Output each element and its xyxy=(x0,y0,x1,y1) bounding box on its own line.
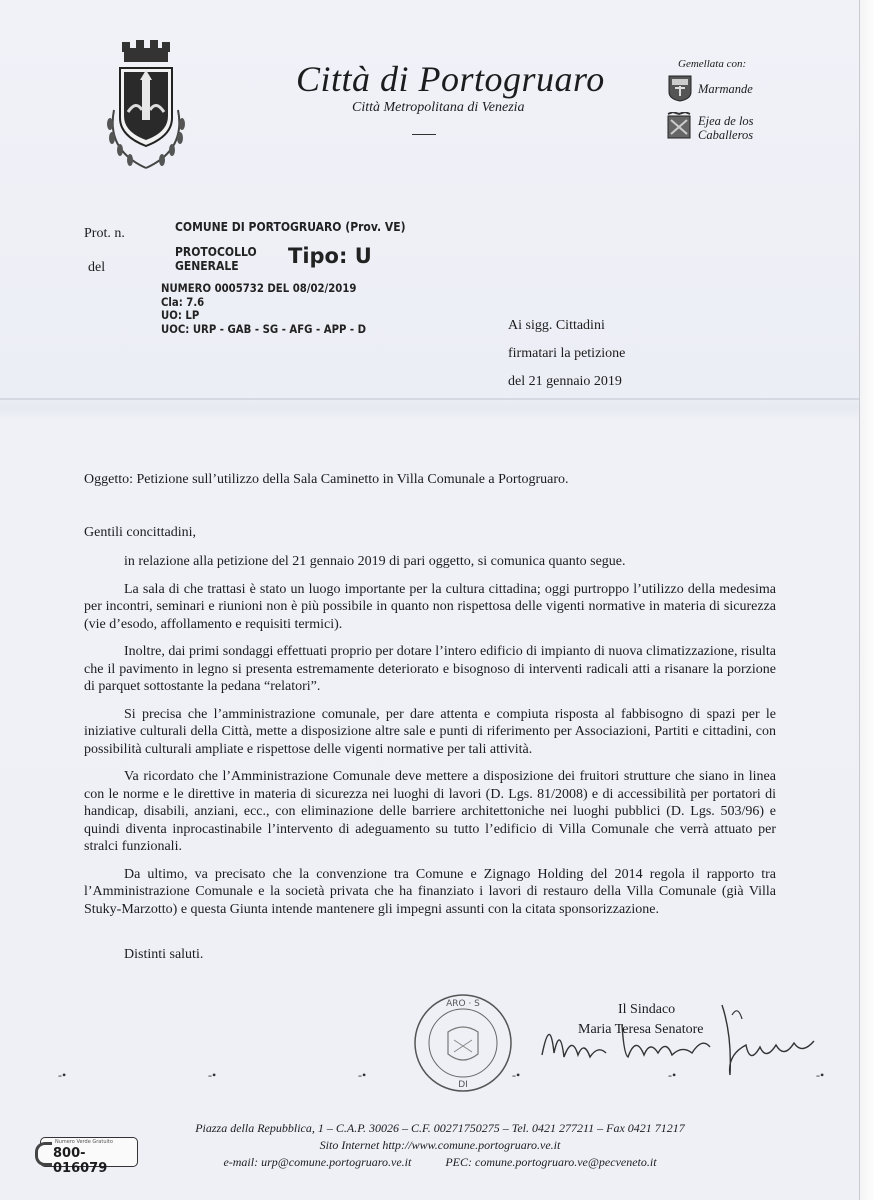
body-paragraph: Va ricordato che l’Amministrazione Comunale deve mettere a disposizione dei fruitori strutture che siano in linea con le norme e le direttive in materia di sicurezza nei luoghi di lavori (D. Lgs. 81/2008) e di accessibilità per portatori di handicap, disabili, anziani, ecc., con eliminazione delle barriere architettoniche nei luoghi pubblici (D. Lgs. 503/96) e quindi diventa inprocastinabile l’intervento di adeguamento su tutto l’edificio di Villa Comunale che verrà attuato per stralci funzionali. xyxy=(84,769,776,854)
stamp-tipo: Tipo: U xyxy=(288,244,372,268)
body-paragraph: Da ultimo, va precisato che la convenzione tra Comune e Zignago Holding del 2014 regola il rapporto tra l’Amministrazione Comunale e la società privata che ha finanziato i lavori di restauro della Villa Comunale (già Villa Stuky-Marzotto) e questa Giunta intende mantenere gli impegni assunti con la citata sponsorizzazione. xyxy=(84,866,776,917)
recipient-block xyxy=(508,312,625,396)
letter-footer xyxy=(120,1120,760,1171)
body-paragraph: in relazione alla petizione del 21 gennaio 2019 di pari oggetto, si comunica quanto segue. xyxy=(124,554,626,569)
body-paragraph: Si precisa che l’amministrazione comunale, per dare attenta e compiuta risposta al fabbisogno di spazi per le iniziative culturali della Città, mette a disposizione altre sale e punti di riferimento per Associazioni, Partiti e cittadini, con possibilità culturali ampliate e rispettose delle vigenti normative per tali attività. xyxy=(84,706,776,757)
letter-closing: Distinti saluti. xyxy=(124,947,204,962)
stamp-uoc: UOC: URP - GAB - SG - AFG - APP - D xyxy=(161,321,367,336)
stamp-details xyxy=(161,282,366,336)
signatory-role: Il Sindaco xyxy=(618,1002,676,1017)
svg-text:ARO · S: ARO · S xyxy=(446,999,480,1009)
municipal-seal-stamp xyxy=(412,992,514,1094)
body-paragraph: Inoltre, dai primi sondaggi effettuati proprio per dotare l’intero edificio di impianto di nuova climatizzazione, risulta che il pavimento in legno si presenta estremamente deteriorato e bisognoso di interventi radicali atti a risanare la porzione di parquet sottostante la pedana “relatori”. xyxy=(84,644,776,694)
badge-caption: Numero Verde Gratuito xyxy=(55,1139,113,1145)
stamp-uo: UO: LP xyxy=(161,308,200,322)
fold-mark: -• xyxy=(208,1068,217,1082)
footer-email: e-mail: urp@comune.portogruaro.ve.it xyxy=(223,1155,412,1169)
fold-mark: -• xyxy=(668,1068,677,1082)
stamp-cla: Cla: 7.6 xyxy=(161,294,205,309)
toll-free-number-badge xyxy=(40,1137,138,1176)
twinned-label: Gemellata con: xyxy=(678,58,747,70)
ejea-crest-icon xyxy=(665,112,693,144)
handwritten-signature xyxy=(532,995,825,1085)
phone-handset-icon xyxy=(35,1142,52,1166)
stamp-comune: COMUNE DI PORTOGRUARO (Prov. VE) xyxy=(175,220,406,234)
paper-fold xyxy=(0,398,874,400)
letter-body xyxy=(84,553,776,928)
protocol-date-label: del xyxy=(88,260,106,275)
city-subtitle: Città Metropolitana di Venezia xyxy=(352,100,525,115)
recipient-line: firmatari la petizione xyxy=(508,346,626,361)
stamp-protocollo: PROTOCOLLO GENERALE xyxy=(175,245,257,273)
footer-address: Piazza della Repubblica, 1 – C.A.P. 30026 – C.F. 00271750275 – Tel. 0421 277211 – Fax 0421 71217 xyxy=(195,1121,685,1135)
fold-mark: -• xyxy=(816,1068,825,1082)
city-title: Città di Portogruaro xyxy=(296,59,605,99)
fold-mark: -• xyxy=(58,1068,67,1082)
letter-subject: Oggetto: Petizione sull’utilizzo della Sala Caminetto in Villa Comunale a Portogruaro. xyxy=(84,472,569,487)
twin-city-marmande: Marmande xyxy=(698,82,753,96)
body-paragraph: La sala di che trattasi è stato un luogo importante per la cultura cittadina; oggi purtroppo l’utilizzo della medesima per incontri, seminari e riunioni non è più possibile in quanto non rispettosa delle vigenti normative in materia di sicurezza (vie d’esodo, affollamento e requisiti termici). xyxy=(84,581,776,632)
badge-number: 800-016079 xyxy=(53,1146,108,1176)
recipient-line: del 21 gennaio 2019 xyxy=(508,374,622,389)
protocol-number-label: Prot. n. xyxy=(84,226,125,241)
letter-salutation: Gentili concittadini, xyxy=(84,525,196,540)
stamp-numero: NUMERO 0005732 DEL 08/02/2019 xyxy=(161,281,357,295)
city-crest-logo xyxy=(96,40,196,175)
marmande-crest-icon xyxy=(667,74,693,102)
signatory-name: Maria Teresa Senatore xyxy=(578,1022,704,1037)
footer-website: Sito Internet http://www.comune.portogruaro.ve.it xyxy=(319,1138,561,1152)
title-divider xyxy=(412,134,436,135)
fold-mark: -• xyxy=(512,1068,521,1082)
fold-mark: -• xyxy=(358,1068,367,1082)
svg-text:DI: DI xyxy=(458,1080,468,1090)
footer-contacts xyxy=(120,1154,760,1171)
footer-pec: PEC: comune.portogruaro.ve@pecveneto.it xyxy=(445,1155,657,1169)
twin-city-ejea: Ejea de los Caballeros xyxy=(698,114,754,142)
recipient-line: Ai sigg. Cittadini xyxy=(508,318,605,333)
paper-edge xyxy=(859,0,874,1200)
